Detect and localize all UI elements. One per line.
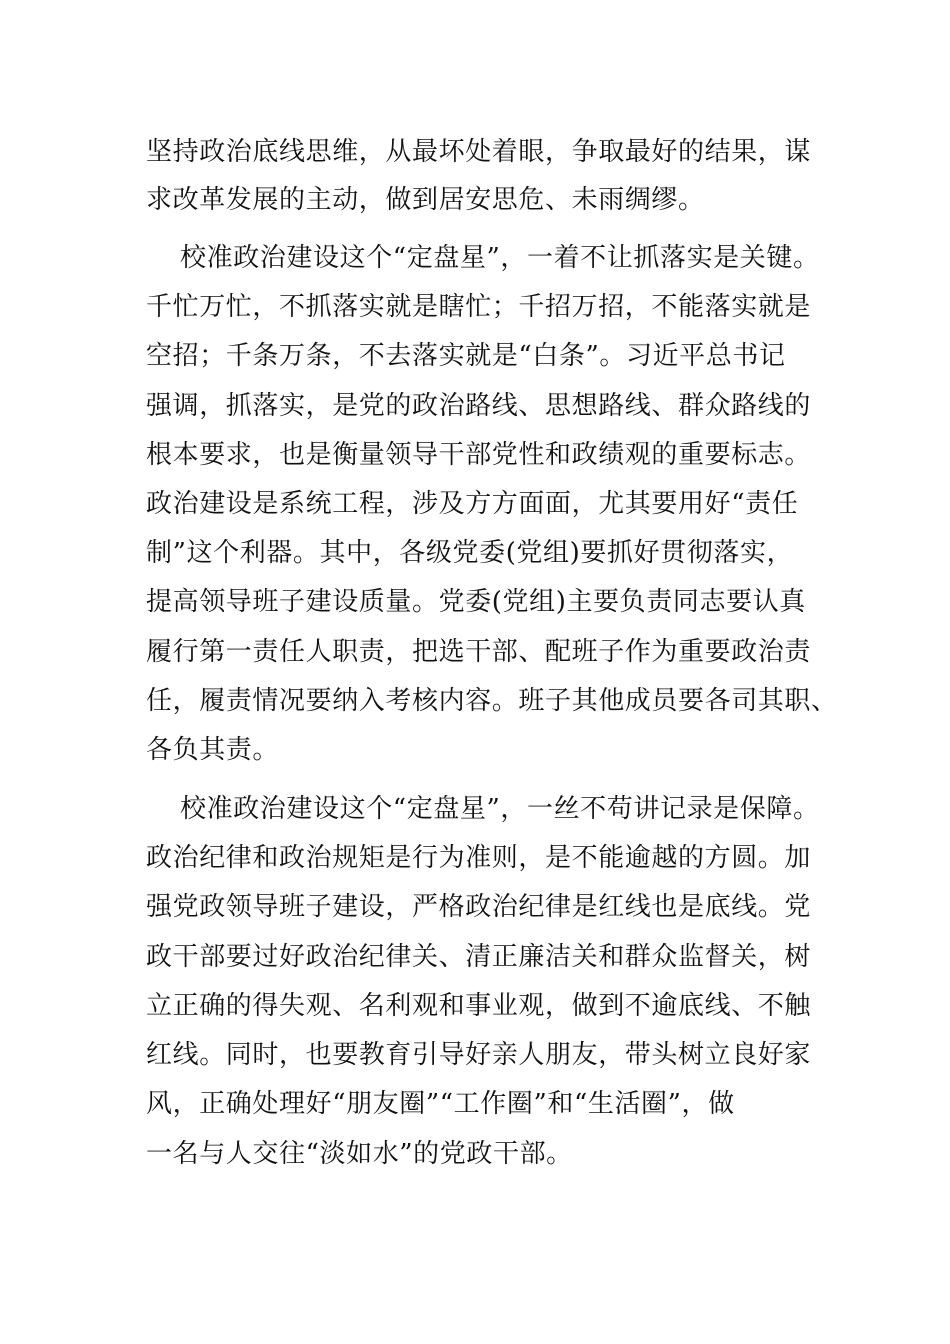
paragraph-line: 千忙万忙，不抓落实就是瞎忙；千招万招，不能落实就是 [146,292,812,322]
paragraph-line: 制”这个利器。其中，各级党委(党组)要抓好贯彻落实， [146,538,794,568]
paragraph-line: 强党政领导班子建设，严格政治纪律是红线也是底线。党 [146,892,812,922]
paragraph-line: 校准政治建设这个“定盘星”，一丝不苟讲记录是保障。 [180,794,820,824]
paragraph-line: 各负其责。 [146,735,280,765]
paragraph-line: 政治建设是系统工程，涉及方方面面，尤其要用好“责任 [146,489,799,519]
paragraph-line: 强调，抓落实，是党的政治路线、思想路线、群众路线的 [146,391,812,421]
paragraph-line: 政干部要过好政治纪律关、清正廉洁关和群众监督关，树 [146,942,812,972]
paragraph-line: 红线。同时，也要教育引导好亲人朋友，带头树立良好家 [146,1040,812,1070]
paragraph-line: 一名与人交往“淡如水”的党政干部。 [146,1139,573,1169]
paragraph-line: 任，履责情况要纳入考核内容。班子其他成员要各司其职、 [146,686,838,716]
paragraph-line: 履行第一责任人职责，把选干部、配班子作为重要政治责 [146,637,812,667]
paragraph-line: 校准政治建设这个“定盘星”，一着不让抓落实是关键。 [180,243,820,273]
paragraph-line: 空招；千条万条，不去落实就是“白条”。习近平总书记 [146,341,786,371]
paragraph-line: 求改革发展的主动，做到居安思危、未雨绸缪。 [146,185,705,215]
paragraph-line: 立正确的得失观、名利观和事业观，做到不逾底线、不触 [146,991,812,1021]
paragraph-line: 根本要求，也是衡量领导干部党性和政绩观的重要标志。 [146,440,812,470]
paragraph-line: 坚持政治底线思维，从最坏处着眼，争取最好的结果，谋 [146,137,812,167]
paragraph-line: 提高领导班子建设质量。党委(党组)主要负责同志要认真 [146,587,806,617]
paragraph-line: 风，正确处理好“朋友圈”“工作圈”和“生活圈”，做 [146,1089,735,1119]
paragraph-line: 政治纪律和政治规矩是行为准则，是不能逾越的方圆。加 [146,843,812,873]
